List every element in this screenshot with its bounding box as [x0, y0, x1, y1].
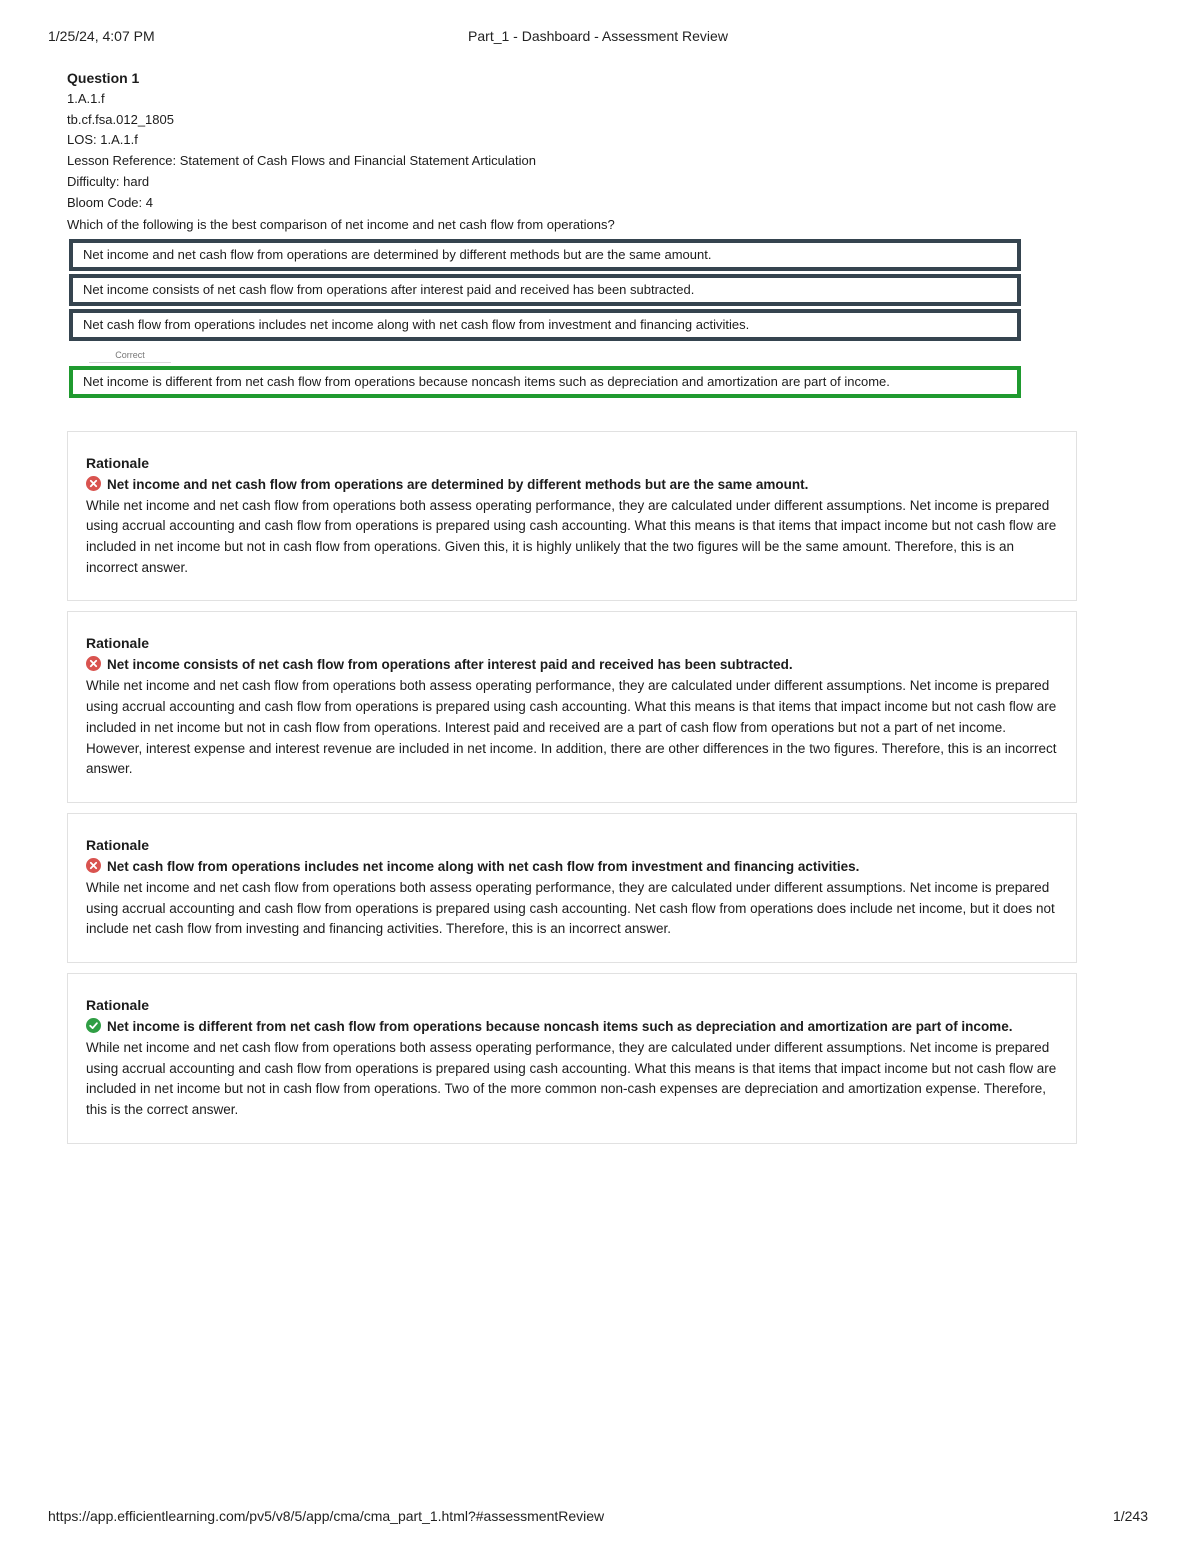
check-icon — [86, 1018, 101, 1033]
answer-choice[interactable]: Net income and net cash flow from operations are determined by different methods but are the same amount. — [69, 239, 1021, 271]
rationale-body: While net income and net cash flow from operations both assess operating performance, they are calculated under different assumptions. Net income is prepared using accrual accounting and cash flow from operations is prepared using cash accounting. What this means is that items that impact income but not cash flow are included in net income but not in cash flow from operations. Interest paid and received are a part of cash flow from operations but not a part of net income. However, interest expense and interest revenue are included in net income. In addition, there are other differences in the two figures. Therefore, this is an incorrect answer. — [86, 678, 1057, 777]
print-url: https://app.efficientlearning.com/pv5/v8/5/app/cma/cma_part_1.html?#assessmentReview — [48, 1508, 605, 1524]
question-los-code: 1.A.1.f — [67, 90, 105, 106]
correct-label-text: Correct — [115, 349, 145, 360]
spacer — [67, 401, 1079, 421]
question-los: LOS: 1.A.1.f — [67, 132, 138, 148]
question-id: tb.cf.fsa.012_1805 — [67, 111, 174, 127]
rationale-body: While net income and net cash flow from operations both assess operating performance, they are calculated under different assumptions. Net income is prepared using accrual accounting and cash flow from operations is prepared using cash accounting. What this means is that items that impact income but not cash flow are included in net income but not in cash flow from operations. Given this, it is highly unlikely that the two figures will be the same amount. Therefore, this is an incorrect answer. — [86, 497, 1057, 575]
rationale-title: Rationale — [86, 836, 150, 853]
rationale-answer — [86, 1016, 1058, 1038]
rationale-card — [67, 813, 1077, 963]
question-text: Which of the following is the best comparison of net income and net cash flow from operations? — [67, 216, 615, 232]
question-title: Question 1 — [67, 70, 140, 86]
rationale-answer — [86, 856, 1058, 878]
wrong-icon — [86, 858, 101, 873]
question-difficulty: Difficulty: hard — [67, 173, 150, 189]
print-date: 1/25/24, 4:07 PM — [48, 28, 155, 44]
rationale-answer — [86, 474, 1058, 496]
print-page-number: 1/243 — [1112, 1508, 1148, 1524]
print-page-title: Part_1 - Dashboard - Assessment Review — [468, 28, 728, 44]
question-lesson-reference: Lesson Reference: Statement of Cash Flows and Financial Statement Articulation — [67, 153, 536, 169]
rationale-answer-text: Net cash flow from operations includes net income along with net cash flow from investment and financing activities. — [107, 858, 860, 874]
rationale-title: Rationale — [86, 997, 150, 1014]
wrong-icon — [86, 656, 101, 671]
answer-choice[interactable]: Net cash flow from operations includes net income along with net cash flow from investment and financing activities. — [69, 309, 1021, 341]
rationale-card — [67, 431, 1077, 602]
rationale-body: While net income and net cash flow from operations both assess operating performance, they are calculated under different assumptions. Net income is prepared using accrual accounting and cash flow from operations is prepared using cash accounting. What this means is that items that impact income but not cash flow are included in net income but not in cash flow from operations. Two of the more common non-cash expenses are depreciation and amortization expense. Therefore, this is the correct answer. — [86, 1040, 1057, 1118]
wrong-icon — [86, 476, 101, 491]
rationale-body: While net income and net cash flow from operations both assess operating performance, they are calculated under different assumptions. Net income is prepared using accrual accounting and cash flow from operations is prepared using cash accounting. Net cash flow from operations does include net income, but it does not include net cash flow from investing and financing activities. Therefore, this is an incorrect answer. — [86, 879, 1055, 937]
rationale-card — [67, 611, 1077, 803]
question-bloom-code: Bloom Code: 4 — [67, 194, 153, 210]
assessment-review — [67, 68, 1079, 1144]
rationale-answer-text: Net income and net cash flow from operations are determined by different methods but are the same amount. — [107, 476, 809, 492]
correct-label — [89, 344, 171, 366]
answer-choice-correct[interactable]: Net income is different from net cash flow from operations because noncash items such as depreciation and amortization are part of income. — [69, 366, 1021, 398]
answer-choice[interactable]: Net income consists of net cash flow from operations after interest paid and received has been subtracted. — [69, 274, 1021, 306]
rationale-answer — [86, 654, 1058, 676]
rationale-card — [67, 973, 1077, 1144]
print-header — [48, 28, 1148, 48]
print-footer — [48, 1508, 1148, 1528]
rationale-answer-text: Net income consists of net cash flow from operations after interest paid and received has been subtracted. — [107, 657, 793, 673]
rationale-title: Rationale — [86, 454, 150, 471]
rationale-title: Rationale — [86, 635, 150, 652]
rationale-answer-text: Net income is different from net cash flow from operations because noncash items such as depreciation and amortization are part of income. — [107, 1019, 1013, 1035]
correct-label-underline — [89, 362, 171, 363]
